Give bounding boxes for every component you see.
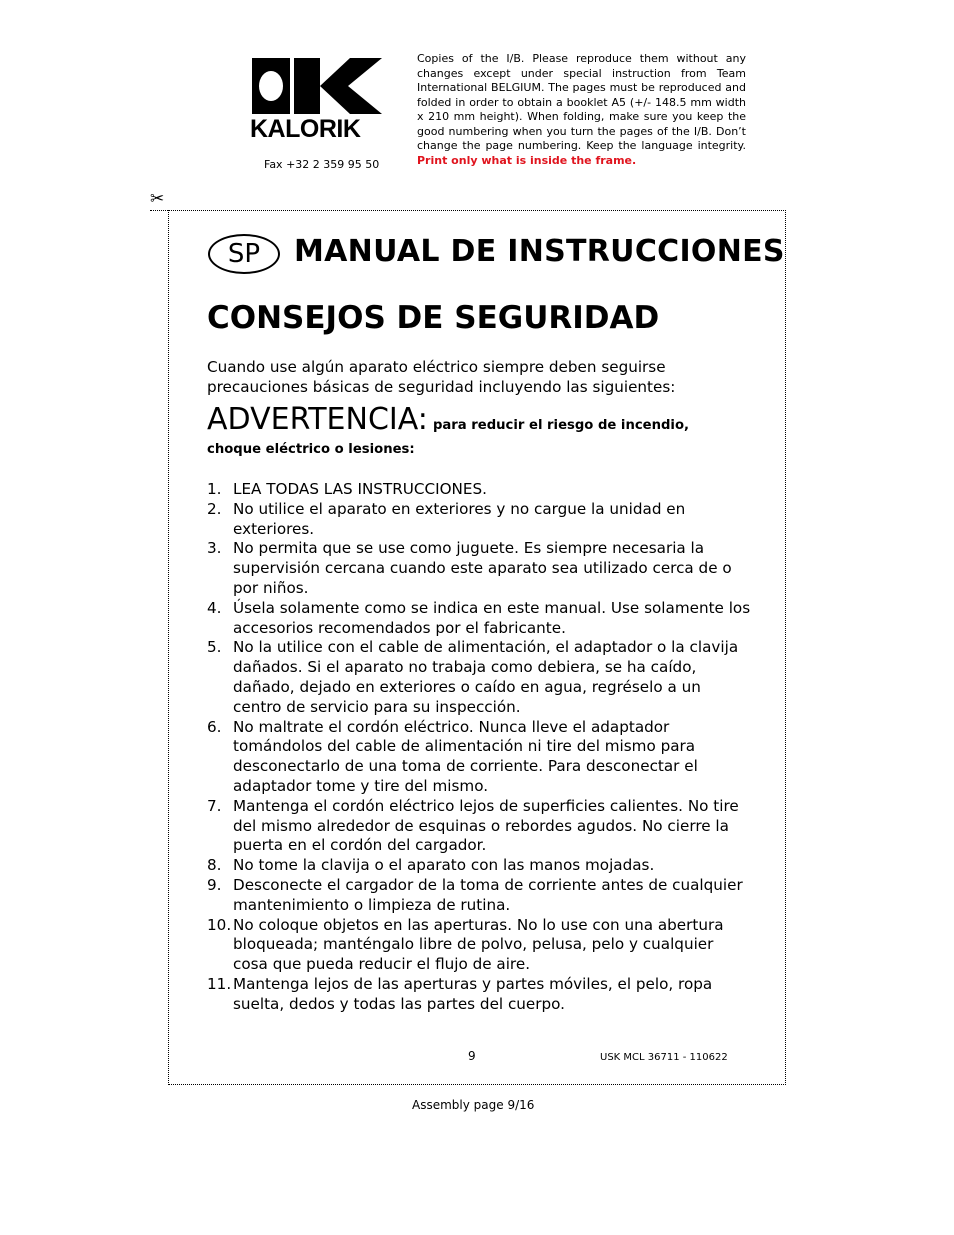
scissors-icon: ✂ <box>150 189 165 209</box>
list-item-number: 5. <box>207 638 222 657</box>
list-item <box>207 876 752 916</box>
list-item-text: No la utilice con el cable de alimentación, el adaptador o la clavija dañados. Si el aparato no trabaja como debiera, se ha caído, dañado, dejado en exteriores o caído en agua, regréselo a un centro de servicio para su inspección. <box>233 638 739 716</box>
warning-subtext: para reducir el riesgo de incendio, <box>432 418 690 433</box>
list-item-text: LEA TODAS LAS INSTRUCCIONES. <box>233 480 487 498</box>
list-item <box>207 718 752 797</box>
list-item-number: 8. <box>207 856 222 875</box>
list-item <box>207 797 752 856</box>
list-item-text: Úsela solamente como se indica en este manual. Use solamente los accesorios recomendados por el fabricante. <box>233 598 751 637</box>
list-item <box>207 599 752 639</box>
list-item-text: No maltrate el cordón eléctrico. Nunca lleve el adaptador tomándolos del cable de alimentación ni tire del mismo para desconectarlo de una toma de corriente. Para desconectar el adaptador tome y tire del mismo. <box>233 717 698 795</box>
manual-title: MANUAL DE INSTRUCCIONES <box>294 234 785 269</box>
list-item-number: 10. <box>207 915 232 934</box>
logo-wordmark: KALORIK <box>250 115 361 143</box>
list-item-number: 2. <box>207 499 222 518</box>
list-item-number: 1. <box>207 480 222 498</box>
document-code: USK MCL 36711 - 110622 <box>600 1052 728 1063</box>
list-item-number: 11. <box>207 974 232 993</box>
notice-text: Copies of the I/B. Please reproduce them without any changes except under special instruction from Team International BELGIUM. The pages must be reproduced and folded in order to obtain a booklet A5 (+/- 148.5 mm width x 210 mm height). When folding, make sure you keep the good numbering when you turn the pages of the I/B. Don’t change the page numbering. Keep the language integrity. <box>417 52 746 152</box>
list-item-number: 3. <box>207 539 222 558</box>
list-item <box>207 638 752 717</box>
list-item-number: 6. <box>207 717 222 736</box>
list-item <box>207 975 752 1015</box>
list-item-text: No coloque objetos en las aperturas. No lo use con una abertura bloqueada; manténgalo libre de polvo, pelusa, pelo y cualquier cosa que pueda reducir el flujo de aire. <box>233 915 724 974</box>
list-item-text: Mantenga el cordón eléctrico lejos de superficies calientes. No tire del mismo alrededor de esquinas o rebordes agudos. No cierre la puerta en el cordón del cargador. <box>233 796 739 855</box>
list-item-text: Mantenga lejos de las aperturas y partes móviles, el pelo, ropa suelta, dedos y todas las partes del cuerpo. <box>233 974 713 1013</box>
warning-subtext-continued: choque eléctrico o lesiones: <box>207 442 415 457</box>
printing-notice <box>417 52 746 168</box>
assembly-page-label: Assembly page 9/16 <box>412 1098 535 1112</box>
fax-number: Fax +32 2 359 95 50 <box>264 158 380 171</box>
list-item-number: 4. <box>207 598 222 617</box>
list-item-number: 7. <box>207 796 222 815</box>
list-item-text: No tome la clavija o el aparato con las manos mojadas. <box>233 856 655 875</box>
page-number: 9 <box>468 1049 476 1063</box>
list-item <box>207 539 752 598</box>
list-item <box>207 916 752 975</box>
list-item-text: No permita que se use como juguete. Es siempre necesaria la supervisión cercana cuando este aparato sea utilizado cerca de o por niños. <box>233 539 732 597</box>
warning-label: ADVERTENCIA: <box>207 402 428 437</box>
list-item-text: Desconecte el cargador de la toma de corriente antes de cualquier mantenimiento o limpieza de rutina. <box>233 875 743 914</box>
safety-list <box>207 480 752 1015</box>
warning-heading <box>207 400 767 440</box>
language-badge-label: SP <box>227 239 261 269</box>
list-item-text: No utilice el aparato en exteriores y no cargue la unidad en exteriores. <box>233 499 686 538</box>
cut-line <box>150 210 168 211</box>
list-item-number: 9. <box>207 875 222 894</box>
notice-red-text: Print only what is inside the frame. <box>417 153 637 167</box>
list-item <box>207 856 752 876</box>
intro-paragraph: Cuando use algún aparato eléctrico siempre deben seguirse precauciones básicas de seguridad incluyendo las siguientes: <box>207 358 676 396</box>
list-item <box>207 480 752 500</box>
section-title: CONSEJOS DE SEGURIDAD <box>207 300 660 336</box>
list-item <box>207 500 752 540</box>
